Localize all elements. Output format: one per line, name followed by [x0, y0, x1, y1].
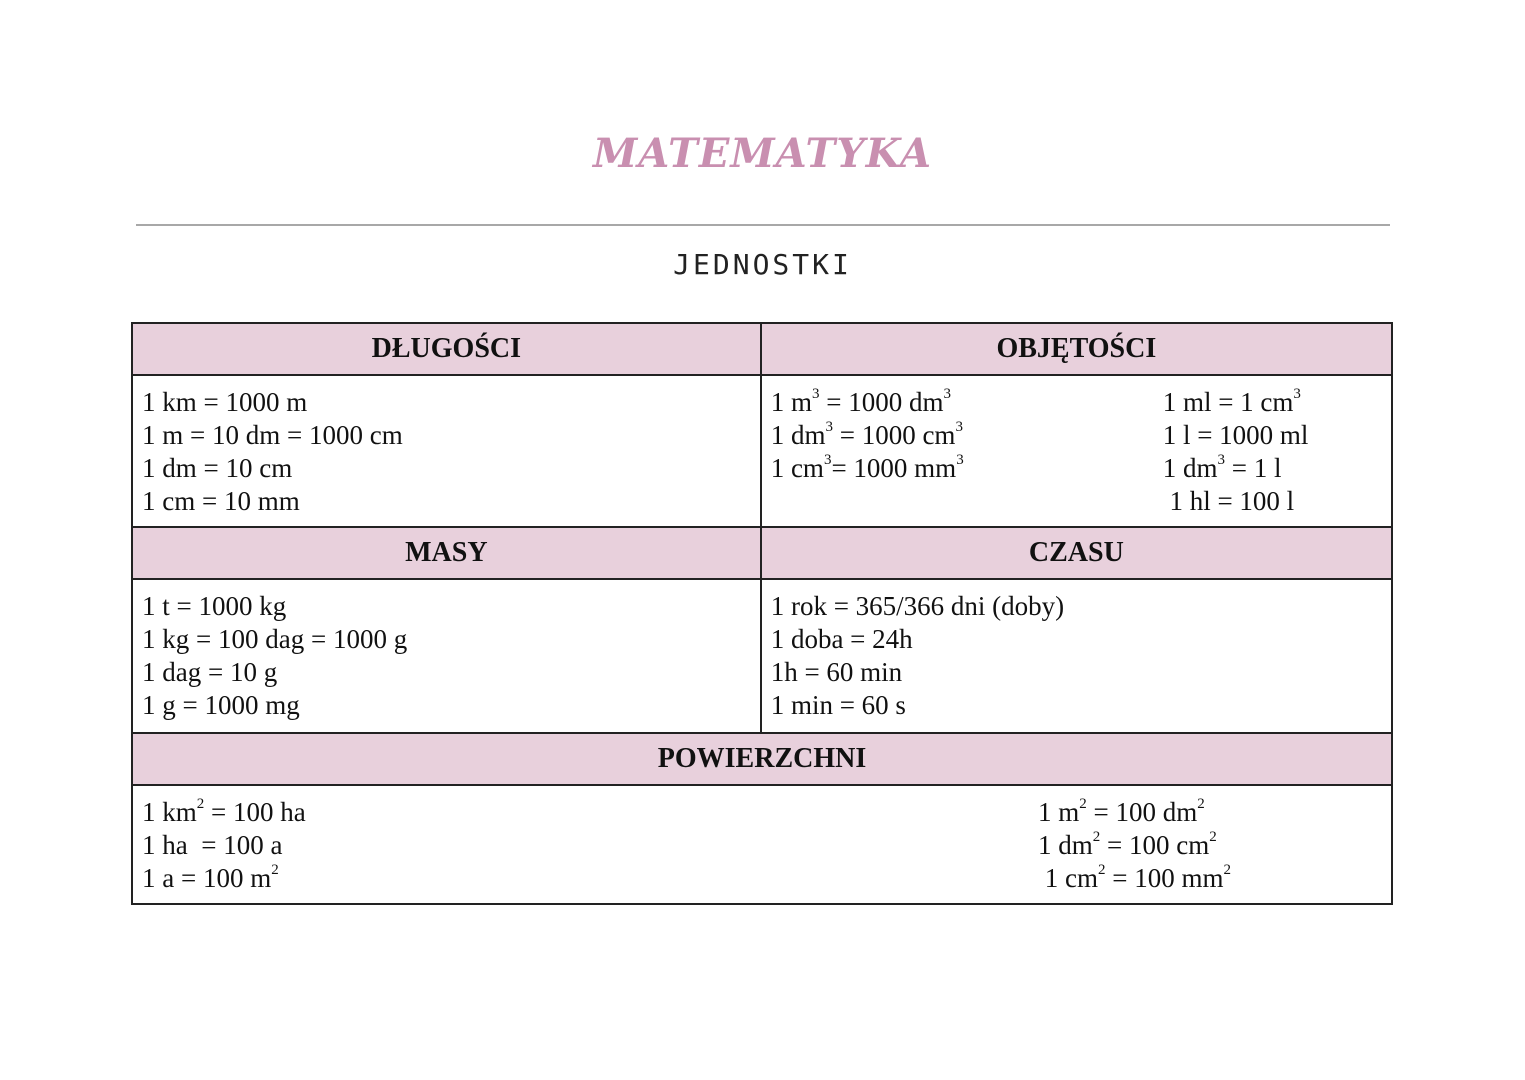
- list-item: 1 doba = 24h: [770, 624, 913, 654]
- list-item: 1 km = 1000 m: [142, 387, 308, 417]
- section-title-czasu: CZASU: [761, 527, 1392, 579]
- list-item: 1 l = 1000 ml: [1162, 420, 1309, 450]
- list-item: 1 $km^2 = 100$ ha: [142, 796, 306, 827]
- list-item: 1 hl = 100 l: [1162, 486, 1295, 516]
- section-body-czasu: [761, 579, 1392, 733]
- list-item: 1 ha = 100 a: [142, 830, 283, 860]
- body-row-3: [132, 785, 1392, 904]
- list-item: 1 $cm^3= 1000$ $mm^3$: [770, 452, 964, 483]
- list-item: 1 t = 1000 kg: [142, 591, 287, 621]
- list-item: 1 min = 60 s: [770, 690, 906, 720]
- page-subtitle: JEDNOSTKI: [673, 248, 852, 281]
- list-item: 1 $cm^2 = 100$ $mm^2$: [1038, 862, 1231, 893]
- list-item: 1 ml = 1 $cm^3$: [1162, 386, 1301, 417]
- list-item: 1h = 60 min: [770, 657, 903, 687]
- horizontal-rule: [136, 224, 1390, 226]
- page-title: MATEMATYKA: [592, 130, 932, 177]
- body-row-2: [132, 579, 1392, 733]
- list-item: 1 rok = 365/366 dni (doby): [770, 591, 1065, 621]
- section-title-masy: MASY: [132, 527, 761, 579]
- section-title-objetosci: OBJĘTOŚCI: [761, 323, 1392, 375]
- objetosci-right-column: [1163, 386, 1382, 518]
- section-body-dlugosci: [132, 375, 761, 527]
- header-row-2: [132, 527, 1392, 579]
- section-title-powierzchni: POWIERZCHNI: [132, 733, 1392, 785]
- list-item: 1 m = 10 dm = 1000 cm: [142, 420, 403, 450]
- list-item: 1 $m^3 = 1000$ $dm^3$: [770, 386, 951, 417]
- section-body-objetosci: [761, 375, 1392, 527]
- list-item: 1 g = 1000 mg: [142, 690, 300, 720]
- body-row-1: [132, 375, 1392, 527]
- list-item: 1 kg = 100 dag = 1000 g: [142, 624, 408, 654]
- list-item: 1 $dm^3 = 1$ l: [1162, 452, 1282, 483]
- list-item: 1 dm = 10 cm: [142, 453, 293, 483]
- powierzchni-right-column: [1038, 796, 1382, 895]
- section-title-dlugosci: DŁUGOŚCI: [132, 323, 761, 375]
- list-item: 1 dag = 10 g: [142, 657, 278, 687]
- list-item: 1 $dm^3 = 1000$ $cm^3$: [770, 419, 963, 450]
- powierzchni-left-column: [142, 796, 1038, 895]
- objetosci-left-column: [771, 386, 1163, 518]
- list-item: 1 $dm^2 = 100$ $cm^2$: [1038, 829, 1217, 860]
- section-body-masy: [132, 579, 761, 733]
- list-item: 1 cm = 10 mm: [142, 486, 300, 516]
- list-item: 1 a = 100 $m^2$: [142, 862, 279, 893]
- units-table: [131, 322, 1393, 905]
- header-row-3: [132, 733, 1392, 785]
- list-item: 1 $m^2 = 100$ $dm^2$: [1038, 796, 1205, 827]
- section-body-powierzchni: [132, 785, 1392, 904]
- header-row-1: [132, 323, 1392, 375]
